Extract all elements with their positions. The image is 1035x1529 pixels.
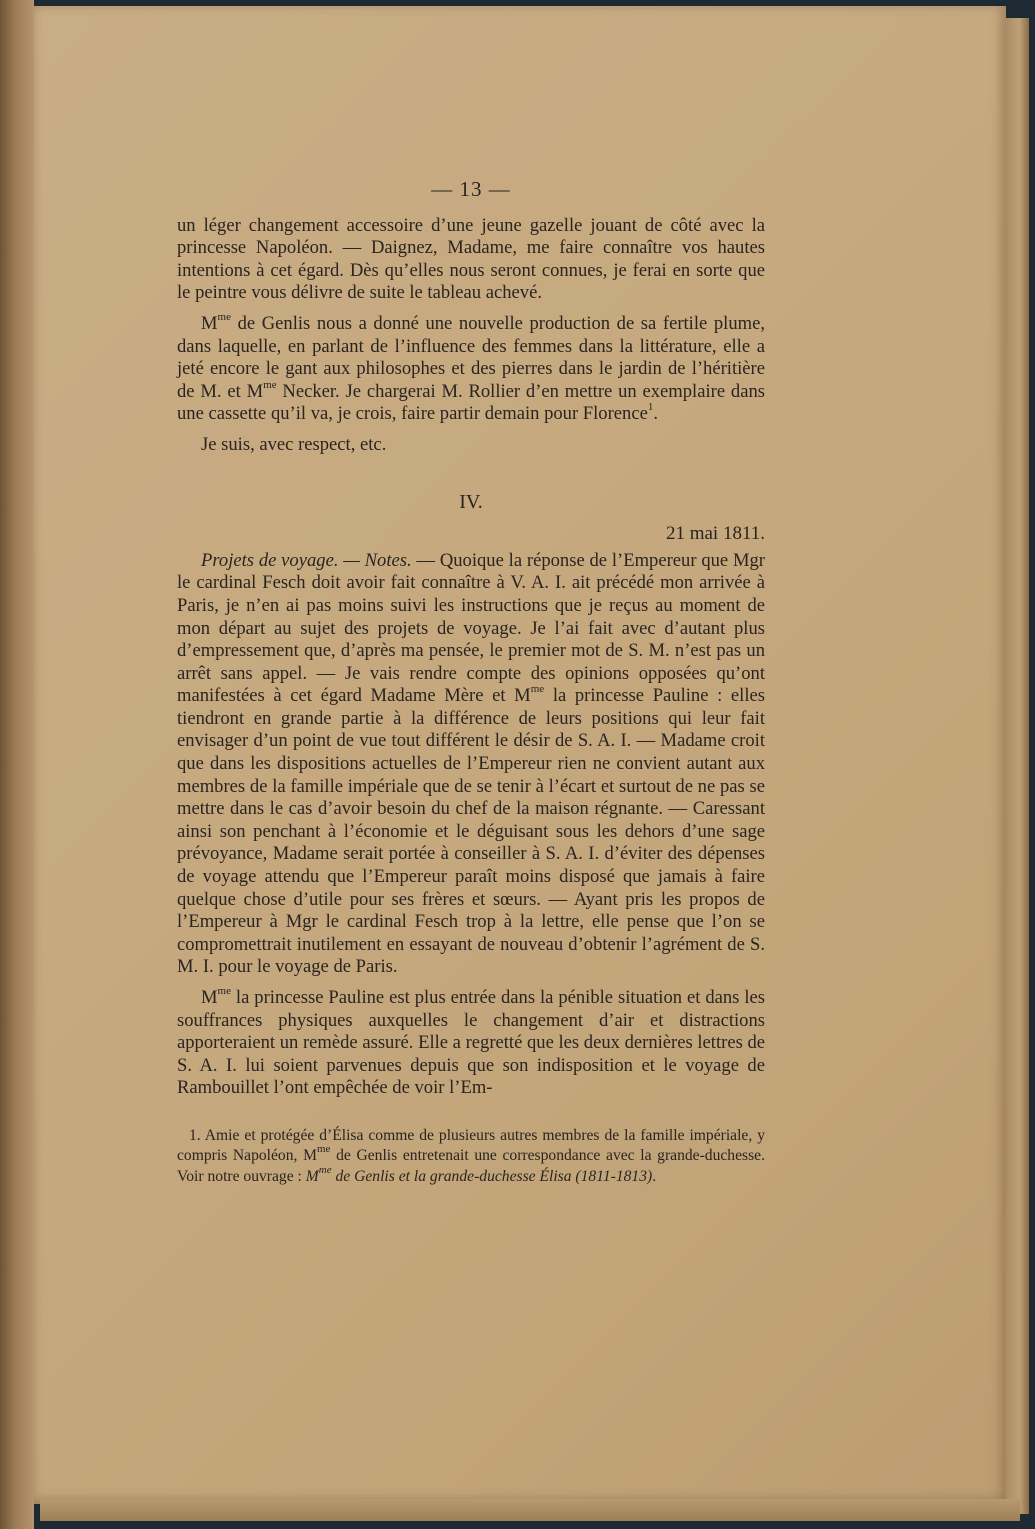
paragraph-1 [177,215,765,305]
paragraph-1-text: un léger changement accessoire d’une jeune gazelle jouant de côté avec la princesse Napoléon. — Daignez, Madame, me faire connaître vos hautes intentions à cet égard. Dès qu’elles nous seront connues, je ferai en sorte que le peintre vous délivre de suite le tableau achevé. [177,214,765,304]
paragraph-2-end: . [653,403,659,425]
paragraph-5-sup: me [217,984,231,997]
paragraph-2-sup-2: me [263,378,277,391]
paragraph-5 [177,984,766,1100]
text-block [177,178,765,1187]
page-number: — 13 — [431,177,511,201]
footnote-sup: me [316,1143,331,1156]
paragraph-4-heading: Projets de voyage. — Notes. [201,549,412,571]
footnote-title [305,1163,653,1185]
footnote-ref: 1 [647,401,654,414]
footnote-title-prefix: M [305,1167,319,1185]
footnote-1 [177,1126,765,1188]
paragraph-4-text-b: la princesse Pauline : elles tiendront en grande partie à la différence de leurs positions qui leur fait envisager d’un point de vue tout différent le désir de S. A. I. — Madame croit que dans les dispositions actuelles de l’Empereur rien ne convient autant aux membres de la famille impériale que de se tenir à l’écart et surtout de ne pas se mettre dans le cas d’avoir besoin du chef de la maison régnante. — Caressant ainsi son penchant à l’économie et le déguisant sous les dehors d’une sage prévoyance, Madame serait portée à conseiller à S. A. I. d’éviter des dépenses de voyage attendu que l’Empereur paraît moins disposé que jamais à faire quelque chose d’utile pour ses frères et sœurs. — Ayant pris les propos de l’Empereur à Mgr le cardinal Fesch trop à la lettre, elle pense que l’on se compromettrait inutilement en essayant de nouveau d’obtenir l’agrément de S. M. I. pour le voyage de Paris. [177,685,765,978]
book-spine [0,0,34,1529]
footnote-text-b: de Genlis entretenait une correspondance avec la grande-duchesse. Voir notre ouvrage : [177,1147,765,1185]
paragraph-4-sup: me [530,683,545,696]
footnote-end: . [652,1167,657,1185]
bottom-edge [40,1499,1020,1521]
paragraph-5-prefix: M [201,987,218,1008]
paragraph-4-text: — Quoique la réponse de l’Empereur que Mgr le cardinal Fesch doit avoir fait connaître à V. A. I. ait précédé mon arrivée à Paris, je n’en ai pas moins suivi les instructions que je reçus au moment de mon départ au sujet des projets de voyage. Je l’ai fait avec d’autant plus d’empressement que, d’après ma pensée, le premier mot de S. M. n’est pas un arrêt sans appel. — Je vais rendre compte des opinions opposées qu’ont manifestées à cet égard Madame Mère et M [177,549,766,707]
paragraph-4 [177,550,765,979]
paragraph-2-text-a: de Genlis nous a donné une nouvelle production de sa fertile plume, dans laquelle, en parlant de l’influence des femmes dans la littérature, elle a jeté encore le gant aux philosophes et des pierres dans le jardin de l’héritière de M. et M [177,312,765,402]
paragraph-2 [177,310,765,426]
page-edge [1005,18,1029,1514]
section-number: IV. [459,490,483,513]
paragraph-2-sup: me [217,310,231,323]
footnote-text-a: 1. Amie et protégée d’Élisa comme de plusieurs autres membres de la famille impériale, y compris Napoléon, M [177,1126,765,1165]
footnote-title-sup: me [318,1163,332,1176]
paragraph-2-prefix: M [201,312,218,334]
footnotes [177,1126,765,1188]
paragraph-5-text: la princesse Pauline est plus entrée dans la pénible situation et dans les souffrances physiques auxquelles le changement d’air et distractions apporteraient un remède assuré. Elle a regretté que les deux dernières lettres de S. A. I. lui soient parvenues depuis que son indisposition et le voyage de Rambouillet l’ont empêchée de voir l’Em- [177,987,766,1099]
paragraph-3 [177,434,765,457]
footnote-title-text: de Genlis et la grande-duchesse Élisa (1811-1813) [331,1167,653,1185]
section-date: 21 mai 1811. [665,523,765,545]
paragraph-2-text-b: Necker. Je chargerai M. Rollier d’en mettre un exemplaire dans une cassette qu’il va, je crois, faire partir demain pour Florence [177,380,765,425]
paragraph-3-text: Je suis, avec respect, etc. [201,433,387,455]
